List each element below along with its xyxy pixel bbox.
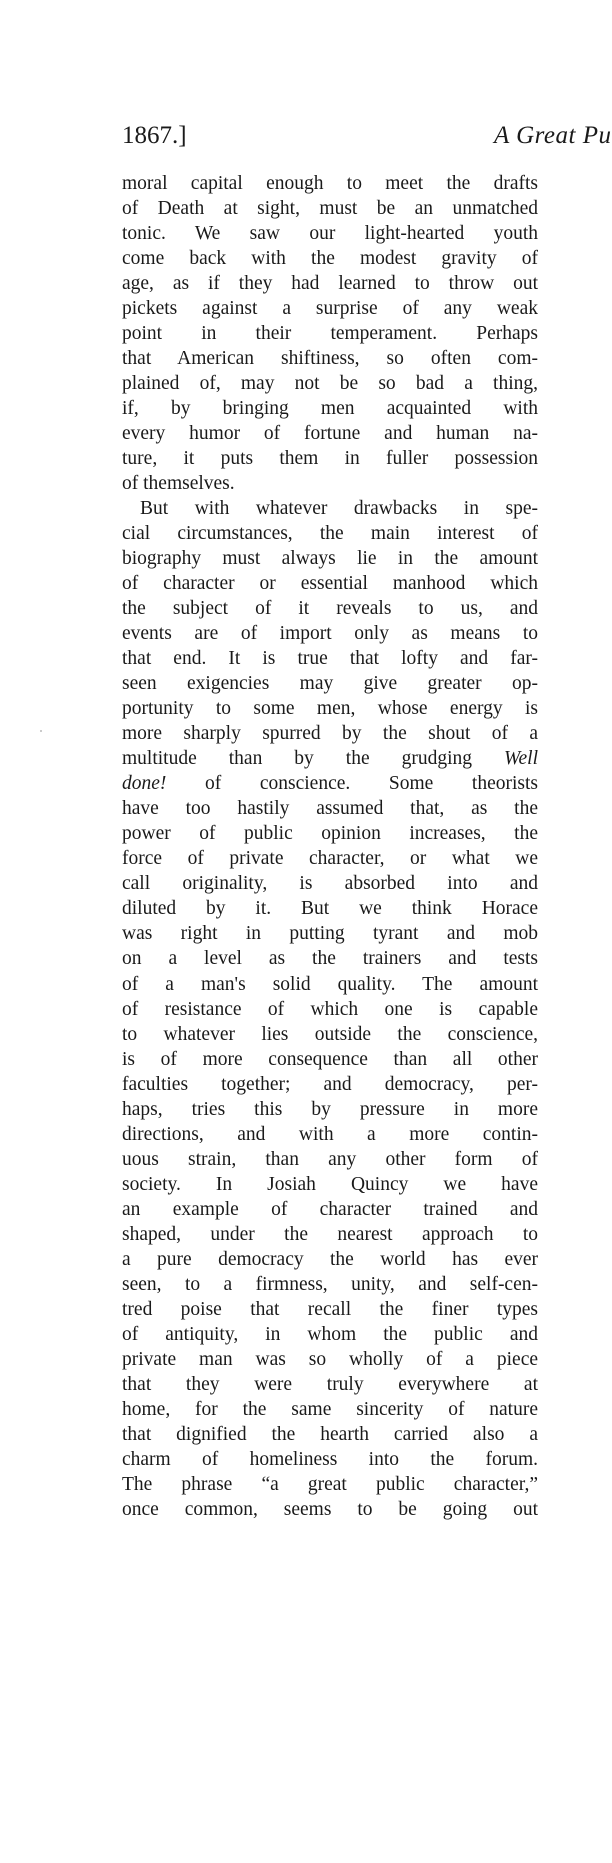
text-line: that dignified the hearth carried also a xyxy=(122,1423,538,1445)
text-line: that end. It is true that lofty and far- xyxy=(122,648,538,670)
text-line: is of more consequence than all other xyxy=(122,1048,538,1070)
text-line: shaped, under the nearest approach to xyxy=(122,1223,538,1245)
text-line: tonic. We saw our light-hearted youth xyxy=(122,223,538,245)
text-line: of antiquity, in whom the public and xyxy=(122,1323,538,1345)
text-line: if, by bringing men acquainted with xyxy=(122,398,538,420)
text-line: the subject of it reveals to us, and xyxy=(122,598,538,620)
text-line: that American shiftiness, so often com- xyxy=(122,348,538,370)
text-line: of character or essential manhood which xyxy=(122,573,538,595)
text-line: seen, to a firmness, unity, and self-cen- xyxy=(122,1273,538,1295)
text-line: uous strain, than any other form of xyxy=(122,1148,538,1170)
text-line: tred poise that recall the finer types xyxy=(122,1298,538,1320)
italic-fragment: Well xyxy=(504,748,538,770)
text-line: of a man's solid quality. The amount xyxy=(122,973,538,995)
text-line: an example of character trained and xyxy=(122,1198,538,1220)
text-line: point in their temperament. Perhaps xyxy=(122,323,538,345)
text-line: faculties together; and democracy, per- xyxy=(122,1073,538,1095)
text-line: on a level as the trainers and tests xyxy=(122,948,538,970)
text-line: biography must always lie in the amount xyxy=(122,548,538,570)
text-line: have too hastily assumed that, as the xyxy=(122,798,538,820)
text-line: private man was so wholly of a piece xyxy=(122,1348,538,1370)
text-line: portunity to some men, whose energy is xyxy=(122,698,538,720)
text-line: come back with the modest gravity of xyxy=(122,248,538,270)
italic-fragment: done! xyxy=(122,773,167,795)
running-head xyxy=(122,118,612,154)
text-line: force of private character, or what we xyxy=(122,848,538,870)
text-line: more sharply spurred by the shout of a xyxy=(122,723,538,745)
text-fragment: of conscience. Some theorists xyxy=(166,773,538,795)
text-line: plained of, may not be so bad a thing, xyxy=(122,373,538,395)
text-line: age, as if they had learned to throw out xyxy=(122,273,538,295)
text-line: was right in putting tyrant and mob xyxy=(122,923,538,945)
text-line: of themselves. xyxy=(122,473,235,495)
text-line: charm of homeliness into the forum. xyxy=(122,1448,538,1470)
text-line: But with whatever drawbacks in spe- xyxy=(140,498,538,520)
paragraph-2 xyxy=(122,496,538,1522)
text-line: haps, tries this by pressure in more xyxy=(122,1098,538,1120)
text-line: call originality, is absorbed into and xyxy=(122,873,538,895)
text-line: cial circumstances, the main interest of xyxy=(122,523,538,545)
text-line: a pure democracy the world has ever xyxy=(122,1248,538,1270)
text-line: directions, and with a more contin- xyxy=(122,1123,538,1145)
text-line-with-italic xyxy=(122,746,538,771)
text-line: once common, seems to be going out xyxy=(122,1498,538,1520)
text-fragment: multitude than by the grudging xyxy=(122,748,473,770)
text-line: seen exigencies may give greater op- xyxy=(122,673,538,695)
text-line: moral capital enough to meet the drafts xyxy=(122,173,538,194)
text-line: home, for the same sincerity of nature xyxy=(122,1398,538,1420)
paragraph-1 xyxy=(122,171,538,496)
text-line: power of public opinion increases, the xyxy=(122,823,538,845)
page-year: 1867.] xyxy=(122,122,187,149)
text-line: society. In Josiah Quincy we have xyxy=(122,1173,538,1195)
margin-mark xyxy=(40,730,42,732)
text-line: that they were truly everywhere at xyxy=(122,1373,538,1395)
text-line: The phrase “a great public character,” xyxy=(122,1473,538,1495)
text-line: to whatever lies outside the conscience, xyxy=(122,1023,538,1045)
text-line: of Death at sight, must be an unmatched xyxy=(122,198,538,220)
text-line xyxy=(122,771,538,796)
text-line: events are of import only as means to xyxy=(122,623,538,645)
body-text xyxy=(122,171,538,1522)
running-title: A Great Pu xyxy=(494,122,612,149)
text-line: ture, it puts them in fuller possession xyxy=(122,448,538,470)
text-line: every humor of fortune and human na- xyxy=(122,423,538,445)
text-line: of resistance of which one is capable xyxy=(122,998,538,1020)
text-line: pickets against a surprise of any weak xyxy=(122,298,538,320)
text-line: diluted by it. But we think Horace xyxy=(122,898,538,920)
